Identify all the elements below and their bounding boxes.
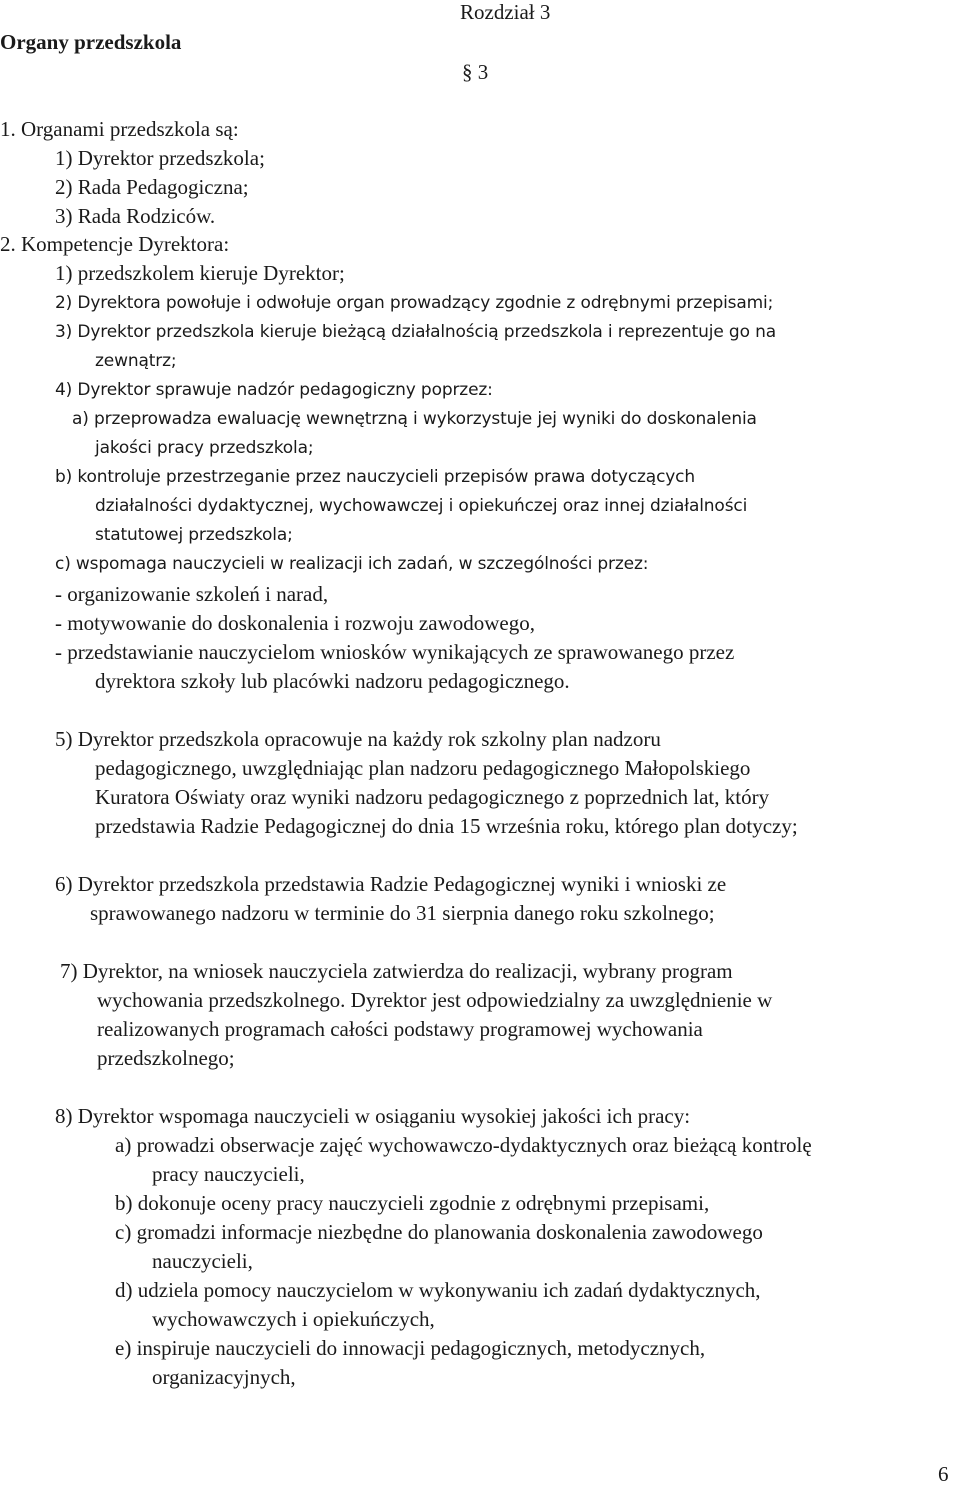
list-item: 8) Dyrektor wspomaga nauczycieli w osiąganiu wysokiej jakości ich pracy: <box>55 1104 691 1128</box>
section-title: Organy przedszkola <box>0 30 182 54</box>
list-item: 2) Dyrektora powołuje i odwołuje organ prowadzący zgodnie z odrębnymi przepisami; <box>55 293 774 313</box>
list-item: 2) Rada Pedagogiczna; <box>55 175 249 199</box>
list-item: 5) Dyrektor przedszkola opracowuje na każdy rok szkolny plan nadzoru <box>55 727 661 751</box>
list-item-continuation: zewnątrz; <box>95 351 177 371</box>
list-item-continuation: przedstawia Radzie Pedagogicznej do dnia 15 września roku, którego plan dotyczy; <box>95 814 798 838</box>
paragraph-symbol-heading: § 3 <box>462 60 489 84</box>
list-item-continuation: działalności dydaktycznej, wychowawczej i opiekuńczej oraz innej działalności <box>95 496 748 516</box>
list-item: - organizowanie szkoleń i narad, <box>55 582 329 606</box>
chapter-heading: Rozdział 3 <box>460 0 551 24</box>
list-item: - przedstawianie nauczycielom wniosków wynikających ze sprawowanego przez <box>55 640 735 664</box>
list-item: c) wspomaga nauczycieli w realizacji ich zadań, w szczególności przez: <box>55 554 649 574</box>
list-item-continuation: wychowawczych i opiekuńczych, <box>152 1307 435 1331</box>
list-item: c) gromadzi informacje niezbędne do planowania doskonalenia zawodowego <box>115 1220 763 1244</box>
list-item: 3) Dyrektor przedszkola kieruje bieżącą działalnością przedszkola i reprezentuje go na <box>55 322 776 342</box>
list-item-continuation: organizacyjnych, <box>152 1365 296 1389</box>
list-item: 6) Dyrektor przedszkola przedstawia Radzie Pedagogicznej wyniki i wnioski ze <box>55 872 727 896</box>
list-item: b) kontroluje przestrzeganie przez nauczycieli przepisów prawa dotyczących <box>55 467 695 487</box>
list-item: 1) przedszkolem kieruje Dyrektor; <box>55 261 345 285</box>
list-item-continuation: nauczycieli, <box>152 1249 253 1273</box>
list-item-continuation: Kuratora Oświaty oraz wyniki nadzoru pedagogicznego z poprzednich lat, który <box>95 785 770 809</box>
list-item-continuation: sprawowanego nadzoru w terminie do 31 sierpnia danego roku szkolnego; <box>90 901 715 925</box>
list-item: b) dokonuje oceny pracy nauczycieli zgodnie z odrębnymi przepisami, <box>115 1191 710 1215</box>
list-item-continuation: przedszkolnego; <box>97 1046 235 1070</box>
list-item: 2. Kompetencje Dyrektora: <box>0 232 230 256</box>
list-item: 1) Dyrektor przedszkola; <box>55 146 265 170</box>
list-item: 1. Organami przedszkola są: <box>0 117 239 141</box>
list-item: a) prowadzi obserwacje zajęć wychowawczo-dydaktycznych oraz bieżącą kontrolę <box>115 1133 812 1157</box>
list-item-continuation: jakości pracy przedszkola; <box>95 438 314 458</box>
list-item: 3) Rada Rodziców. <box>55 204 216 228</box>
list-item-continuation: dyrektora szkoły lub placówki nadzoru pedagogicznego. <box>95 669 570 693</box>
list-item-continuation: statutowej przedszkola; <box>95 525 293 545</box>
list-item: a) przeprowadza ewaluację wewnętrzną i wykorzystuje jej wyniki do doskonalenia <box>72 409 757 429</box>
list-item-continuation: pracy nauczycieli, <box>152 1162 305 1186</box>
page-number: 6 <box>938 1462 949 1486</box>
list-item-continuation: wychowania przedszkolnego. Dyrektor jest odpowiedzialny za uwzględnienie w <box>97 988 773 1012</box>
list-item-continuation: pedagogicznego, uwzględniając plan nadzoru pedagogicznego Małopolskiego <box>95 756 751 780</box>
list-item-continuation: realizowanych programach całości podstawy programowej wychowania <box>97 1017 703 1041</box>
list-item: - motywowanie do doskonalenia i rozwoju zawodowego, <box>55 611 535 635</box>
list-item: e) inspiruje nauczycieli do innowacji pedagogicznych, metodycznych, <box>115 1336 706 1360</box>
list-item: 4) Dyrektor sprawuje nadzór pedagogiczny poprzez: <box>55 380 493 400</box>
list-item: 7) Dyrektor, na wniosek nauczyciela zatwierdza do realizacji, wybrany program <box>60 959 733 983</box>
list-item: d) udziela pomocy nauczycielom w wykonywaniu ich zadań dydaktycznych, <box>115 1278 761 1302</box>
